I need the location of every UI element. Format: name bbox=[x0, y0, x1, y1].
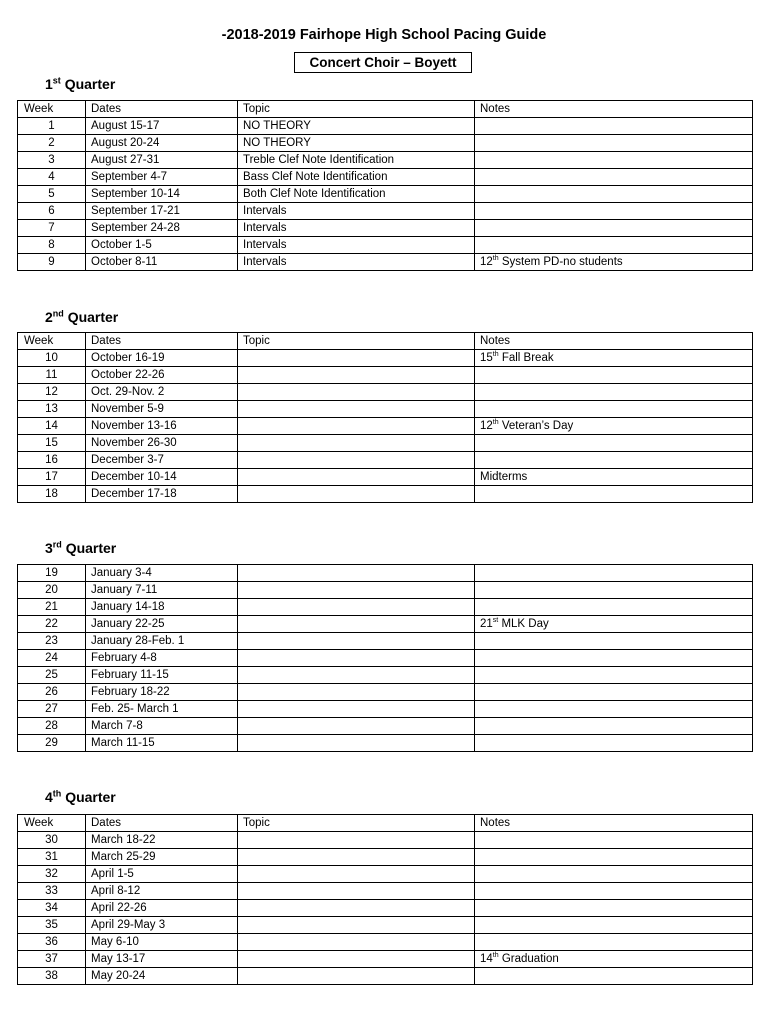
table-row bbox=[18, 203, 753, 220]
dates-cell: October 22-26 bbox=[86, 367, 238, 384]
pacing-table bbox=[17, 814, 753, 985]
notes-text: Graduation bbox=[498, 953, 559, 965]
header-topic: Topic bbox=[238, 815, 475, 832]
notes-cell bbox=[475, 735, 753, 752]
week-cell: 5 bbox=[18, 186, 86, 203]
notes-cell bbox=[475, 135, 753, 152]
table-row bbox=[18, 650, 753, 667]
table-row bbox=[18, 582, 753, 599]
table-row bbox=[18, 254, 753, 271]
week-cell: 28 bbox=[18, 718, 86, 735]
dates-cell: February 11-15 bbox=[86, 667, 238, 684]
dates-cell: April 1-5 bbox=[86, 866, 238, 883]
quarter-heading bbox=[45, 309, 118, 325]
notes-cell bbox=[475, 452, 753, 469]
header-dates: Dates bbox=[86, 815, 238, 832]
notes-cell bbox=[475, 718, 753, 735]
topic-cell bbox=[238, 616, 475, 633]
topic-cell bbox=[238, 667, 475, 684]
dates-cell: March 25-29 bbox=[86, 849, 238, 866]
topic-cell bbox=[238, 435, 475, 452]
notes-cell bbox=[475, 118, 753, 135]
dates-cell: November 26-30 bbox=[86, 435, 238, 452]
table-header-row bbox=[18, 815, 753, 832]
dates-cell: March 7-8 bbox=[86, 718, 238, 735]
notes-cell bbox=[475, 203, 753, 220]
week-cell: 27 bbox=[18, 701, 86, 718]
dates-cell: November 13-16 bbox=[86, 418, 238, 435]
table-row bbox=[18, 401, 753, 418]
dates-cell: October 1-5 bbox=[86, 237, 238, 254]
week-cell: 15 bbox=[18, 435, 86, 452]
notes-cell bbox=[475, 220, 753, 237]
table-row bbox=[18, 866, 753, 883]
topic-cell bbox=[238, 832, 475, 849]
header-week: Week bbox=[18, 333, 86, 350]
notes-text: MLK Day bbox=[498, 618, 549, 630]
dates-cell: April 8-12 bbox=[86, 883, 238, 900]
topic-cell bbox=[238, 418, 475, 435]
dates-cell: August 20-24 bbox=[86, 135, 238, 152]
table-row bbox=[18, 169, 753, 186]
course-subtitle: Concert Choir – Boyett bbox=[294, 52, 472, 73]
week-cell: 38 bbox=[18, 968, 86, 985]
table-row bbox=[18, 684, 753, 701]
dates-cell: March 18-22 bbox=[86, 832, 238, 849]
dates-cell: September 24-28 bbox=[86, 220, 238, 237]
notes-ordinal: st bbox=[492, 617, 499, 625]
dates-cell: February 4-8 bbox=[86, 650, 238, 667]
notes-day: 12 bbox=[480, 256, 493, 268]
week-cell: 16 bbox=[18, 452, 86, 469]
table-row bbox=[18, 367, 753, 384]
topic-cell bbox=[238, 469, 475, 486]
table-row bbox=[18, 599, 753, 616]
dates-cell: November 5-9 bbox=[86, 401, 238, 418]
topic-cell bbox=[238, 849, 475, 866]
topic-cell: Intervals bbox=[238, 203, 475, 220]
topic-cell bbox=[238, 367, 475, 384]
topic-cell bbox=[238, 718, 475, 735]
dates-cell: December 17-18 bbox=[86, 486, 238, 503]
topic-cell bbox=[238, 934, 475, 951]
topic-cell bbox=[238, 650, 475, 667]
table-row bbox=[18, 486, 753, 503]
header-notes: Notes bbox=[475, 333, 753, 350]
table-row bbox=[18, 452, 753, 469]
table-row bbox=[18, 735, 753, 752]
dates-cell: February 18-22 bbox=[86, 684, 238, 701]
notes-cell bbox=[475, 418, 753, 435]
topic-cell bbox=[238, 384, 475, 401]
table-row bbox=[18, 883, 753, 900]
table-row bbox=[18, 968, 753, 985]
table-row bbox=[18, 718, 753, 735]
topic-cell bbox=[238, 917, 475, 934]
notes-text: System PD-no students bbox=[498, 256, 623, 268]
week-cell: 14 bbox=[18, 418, 86, 435]
notes-day: 21 bbox=[480, 618, 493, 630]
dates-cell: October 16-19 bbox=[86, 350, 238, 367]
quarter-ordinal: st bbox=[52, 75, 61, 86]
notes-cell bbox=[475, 917, 753, 934]
notes-cell bbox=[475, 384, 753, 401]
notes-cell bbox=[475, 650, 753, 667]
topic-cell bbox=[238, 735, 475, 752]
notes-text: Veteran’s Day bbox=[498, 420, 574, 432]
header-week: Week bbox=[18, 101, 86, 118]
week-cell: 24 bbox=[18, 650, 86, 667]
topic-cell: NO THEORY bbox=[238, 118, 475, 135]
notes-cell bbox=[475, 633, 753, 650]
notes-ordinal: th bbox=[492, 255, 499, 263]
notes-ordinal: th bbox=[492, 952, 499, 960]
table-row bbox=[18, 186, 753, 203]
quarter-number: 4 bbox=[45, 789, 53, 805]
topic-cell bbox=[238, 599, 475, 616]
dates-cell: May 20-24 bbox=[86, 968, 238, 985]
topic-cell: Treble Clef Note Identification bbox=[238, 152, 475, 169]
quarter-label: Quarter bbox=[67, 309, 119, 325]
week-cell: 9 bbox=[18, 254, 86, 271]
dates-cell: January 14-18 bbox=[86, 599, 238, 616]
dates-cell: August 27-31 bbox=[86, 152, 238, 169]
table-row bbox=[18, 350, 753, 367]
week-cell: 3 bbox=[18, 152, 86, 169]
header-topic: Topic bbox=[238, 101, 475, 118]
notes-cell bbox=[475, 883, 753, 900]
notes-cell bbox=[475, 951, 753, 968]
notes-cell bbox=[475, 934, 753, 951]
week-cell: 20 bbox=[18, 582, 86, 599]
dates-cell: December 3-7 bbox=[86, 452, 238, 469]
week-cell: 7 bbox=[18, 220, 86, 237]
dates-cell: March 11-15 bbox=[86, 735, 238, 752]
week-cell: 4 bbox=[18, 169, 86, 186]
week-cell: 21 bbox=[18, 599, 86, 616]
dates-cell: January 7-11 bbox=[86, 582, 238, 599]
week-cell: 6 bbox=[18, 203, 86, 220]
dates-cell: Oct. 29-Nov. 2 bbox=[86, 384, 238, 401]
notes-cell bbox=[475, 684, 753, 701]
topic-cell bbox=[238, 900, 475, 917]
notes-cell bbox=[475, 565, 753, 582]
table-row bbox=[18, 135, 753, 152]
dates-cell: May 6-10 bbox=[86, 934, 238, 951]
table-header-row bbox=[18, 333, 753, 350]
dates-cell: April 29-May 3 bbox=[86, 917, 238, 934]
dates-cell: September 10-14 bbox=[86, 186, 238, 203]
notes-cell bbox=[475, 701, 753, 718]
notes-cell bbox=[475, 849, 753, 866]
quarter-number: 2 bbox=[45, 309, 53, 325]
week-cell: 34 bbox=[18, 900, 86, 917]
table-row bbox=[18, 616, 753, 633]
topic-cell bbox=[238, 565, 475, 582]
topic-cell bbox=[238, 968, 475, 985]
table-row bbox=[18, 917, 753, 934]
table-row bbox=[18, 934, 753, 951]
table-header-row bbox=[18, 101, 753, 118]
table-row bbox=[18, 384, 753, 401]
table-row bbox=[18, 951, 753, 968]
notes-day: 12 bbox=[480, 420, 493, 432]
table-row bbox=[18, 633, 753, 650]
topic-cell bbox=[238, 684, 475, 701]
topic-cell bbox=[238, 883, 475, 900]
notes-cell bbox=[475, 469, 753, 486]
dates-cell: October 8-11 bbox=[86, 254, 238, 271]
notes-text: Fall Break bbox=[498, 352, 554, 364]
table-row bbox=[18, 900, 753, 917]
pacing-table bbox=[17, 332, 753, 503]
topic-cell: Both Clef Note Identification bbox=[238, 186, 475, 203]
notes-cell bbox=[475, 435, 753, 452]
topic-cell: Intervals bbox=[238, 237, 475, 254]
week-cell: 10 bbox=[18, 350, 86, 367]
pacing-table bbox=[17, 100, 753, 271]
table-row bbox=[18, 435, 753, 452]
week-cell: 23 bbox=[18, 633, 86, 650]
dates-cell: August 15-17 bbox=[86, 118, 238, 135]
table-row bbox=[18, 220, 753, 237]
week-cell: 17 bbox=[18, 469, 86, 486]
week-cell: 13 bbox=[18, 401, 86, 418]
header-dates: Dates bbox=[86, 101, 238, 118]
table-row bbox=[18, 667, 753, 684]
topic-cell bbox=[238, 486, 475, 503]
week-cell: 32 bbox=[18, 866, 86, 883]
topic-cell bbox=[238, 633, 475, 650]
table-row bbox=[18, 832, 753, 849]
week-cell: 11 bbox=[18, 367, 86, 384]
quarter-label: Quarter bbox=[65, 540, 117, 556]
quarter-ordinal: rd bbox=[52, 539, 62, 550]
quarter-heading bbox=[45, 540, 116, 556]
topic-cell: Bass Clef Note Identification bbox=[238, 169, 475, 186]
topic-cell bbox=[238, 701, 475, 718]
table-row bbox=[18, 849, 753, 866]
week-cell: 8 bbox=[18, 237, 86, 254]
notes-ordinal: th bbox=[492, 419, 499, 427]
header-notes: Notes bbox=[475, 815, 753, 832]
topic-cell bbox=[238, 866, 475, 883]
week-cell: 36 bbox=[18, 934, 86, 951]
notes-cell bbox=[475, 186, 753, 203]
dates-cell: January 28-Feb. 1 bbox=[86, 633, 238, 650]
quarter-heading bbox=[45, 76, 115, 92]
week-cell: 12 bbox=[18, 384, 86, 401]
quarter-number: 3 bbox=[45, 540, 53, 556]
notes-cell bbox=[475, 968, 753, 985]
topic-cell: NO THEORY bbox=[238, 135, 475, 152]
notes-ordinal: th bbox=[492, 351, 499, 359]
week-cell: 22 bbox=[18, 616, 86, 633]
week-cell: 18 bbox=[18, 486, 86, 503]
week-cell: 35 bbox=[18, 917, 86, 934]
quarter-number: 1 bbox=[45, 76, 53, 92]
notes-cell bbox=[475, 401, 753, 418]
table-row bbox=[18, 701, 753, 718]
notes-cell bbox=[475, 832, 753, 849]
quarter-label: Quarter bbox=[64, 76, 116, 92]
notes-cell bbox=[475, 582, 753, 599]
topic-cell: Intervals bbox=[238, 220, 475, 237]
table-row bbox=[18, 418, 753, 435]
notes-cell bbox=[475, 350, 753, 367]
topic-cell bbox=[238, 350, 475, 367]
topic-cell bbox=[238, 401, 475, 418]
notes-cell bbox=[475, 169, 753, 186]
dates-cell: Feb. 25- March 1 bbox=[86, 701, 238, 718]
table-row bbox=[18, 237, 753, 254]
document-title: -2018-2019 Fairhope High School Pacing Guide bbox=[221, 27, 547, 43]
quarter-label: Quarter bbox=[65, 789, 116, 805]
week-cell: 37 bbox=[18, 951, 86, 968]
header-notes: Notes bbox=[475, 101, 753, 118]
pacing-table bbox=[17, 564, 753, 752]
week-cell: 25 bbox=[18, 667, 86, 684]
header-week: Week bbox=[18, 815, 86, 832]
notes-cell bbox=[475, 900, 753, 917]
table-row bbox=[18, 152, 753, 169]
notes-cell bbox=[475, 237, 753, 254]
notes-cell bbox=[475, 599, 753, 616]
week-cell: 30 bbox=[18, 832, 86, 849]
notes-cell bbox=[475, 866, 753, 883]
notes-text: Midterms bbox=[480, 471, 528, 483]
notes-cell bbox=[475, 367, 753, 384]
header-topic: Topic bbox=[238, 333, 475, 350]
topic-cell bbox=[238, 951, 475, 968]
table-row bbox=[18, 469, 753, 486]
topic-cell: Intervals bbox=[238, 254, 475, 271]
dates-cell: January 3-4 bbox=[86, 565, 238, 582]
week-cell: 2 bbox=[18, 135, 86, 152]
dates-cell: May 13-17 bbox=[86, 951, 238, 968]
notes-cell bbox=[475, 616, 753, 633]
quarter-ordinal: th bbox=[52, 788, 62, 799]
notes-day: 14 bbox=[480, 953, 493, 965]
week-cell: 29 bbox=[18, 735, 86, 752]
notes-day: 15 bbox=[480, 352, 493, 364]
table-row bbox=[18, 565, 753, 582]
quarter-heading bbox=[45, 789, 116, 805]
notes-cell bbox=[475, 486, 753, 503]
dates-cell: September 4-7 bbox=[86, 169, 238, 186]
week-cell: 31 bbox=[18, 849, 86, 866]
notes-cell bbox=[475, 254, 753, 271]
dates-cell: September 17-21 bbox=[86, 203, 238, 220]
dates-cell: December 10-14 bbox=[86, 469, 238, 486]
topic-cell bbox=[238, 582, 475, 599]
dates-cell: April 22-26 bbox=[86, 900, 238, 917]
notes-cell bbox=[475, 667, 753, 684]
week-cell: 19 bbox=[18, 565, 86, 582]
week-cell: 1 bbox=[18, 118, 86, 135]
table-row bbox=[18, 118, 753, 135]
week-cell: 26 bbox=[18, 684, 86, 701]
dates-cell: January 22-25 bbox=[86, 616, 238, 633]
week-cell: 33 bbox=[18, 883, 86, 900]
topic-cell bbox=[238, 452, 475, 469]
quarter-ordinal: nd bbox=[52, 308, 64, 319]
header-dates: Dates bbox=[86, 333, 238, 350]
notes-cell bbox=[475, 152, 753, 169]
